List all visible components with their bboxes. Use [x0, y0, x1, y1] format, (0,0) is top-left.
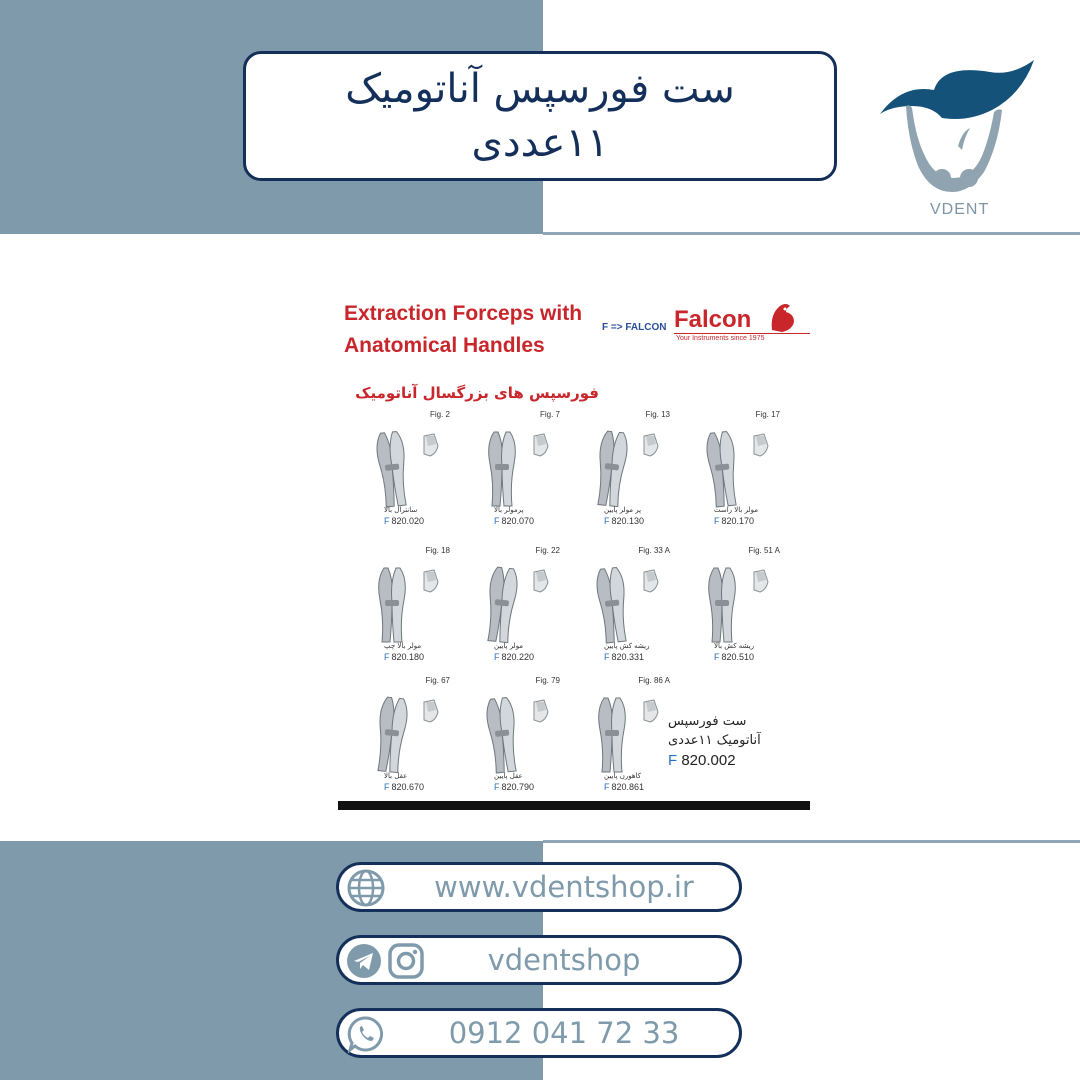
- forceps-fig-label: Fig. 51 A: [748, 546, 780, 555]
- forceps-fig-label: Fig. 79: [535, 676, 560, 685]
- title-box: [243, 51, 837, 181]
- forceps-code-number: 820.220: [501, 652, 535, 662]
- forceps-code-prefix: F: [494, 782, 500, 792]
- phone-pill[interactable]: [336, 1008, 742, 1058]
- telegram-icon[interactable]: [345, 942, 383, 980]
- forceps-item: [456, 676, 566, 802]
- forceps-code-prefix: F: [494, 516, 500, 526]
- forceps-code-number: 820.130: [611, 516, 645, 526]
- forceps-code: [714, 652, 754, 662]
- forceps-code-number: 820.020: [391, 516, 425, 526]
- set-code-number: 820.002: [681, 752, 736, 769]
- social-handle[interactable]: vdentshop: [487, 943, 641, 977]
- set-name-line-2: آناتومیک ۱۱عددی: [668, 733, 761, 748]
- catalog-bottom-bar: [338, 801, 810, 810]
- forceps-code-prefix: F: [604, 652, 610, 662]
- forceps-image-icon: [684, 424, 780, 508]
- website-pill[interactable]: [336, 862, 742, 912]
- forceps-name: مولر بالا راست: [714, 506, 758, 514]
- forceps-item: [456, 410, 566, 536]
- brand-underline: [674, 333, 810, 334]
- forceps-fig-label: Fig. 18: [425, 546, 450, 555]
- forceps-code-prefix: F: [384, 516, 390, 526]
- forceps-code: [384, 652, 424, 662]
- forceps-item: [346, 410, 456, 536]
- forceps-code-number: 820.180: [391, 652, 425, 662]
- forceps-code: [604, 516, 644, 526]
- forceps-fig-label: Fig. 2: [429, 410, 450, 419]
- forceps-image-icon: [464, 424, 560, 508]
- forceps-item: [566, 676, 676, 802]
- footer-divider: [543, 840, 1080, 843]
- forceps-code-prefix: F: [604, 516, 610, 526]
- forceps-fig-label: Fig. 13: [645, 410, 670, 419]
- forceps-image-icon: [464, 560, 560, 644]
- forceps-name: عقل بالا: [384, 772, 408, 780]
- globe-icon: [347, 869, 385, 907]
- forceps-code-prefix: F: [384, 782, 390, 792]
- forceps-image-icon: [354, 690, 450, 774]
- whatsapp-icon: [347, 1015, 385, 1053]
- forceps-code-number: 820.670: [391, 782, 425, 792]
- brand-name: Falcon: [674, 306, 752, 333]
- catalog-title: Extraction Forceps with Anatomical Handles: [344, 302, 583, 357]
- social-pill[interactable]: [336, 935, 742, 985]
- forceps-name: مولر بالا چپ: [384, 642, 422, 650]
- forceps-image-icon: [574, 560, 670, 644]
- forceps-item: [456, 546, 566, 672]
- brand-code: F => FALCON: [602, 322, 667, 333]
- forceps-name: عقل پایین: [494, 772, 523, 780]
- set-info: [668, 712, 808, 769]
- forceps-name: سانترال بالا: [384, 506, 418, 514]
- forceps-image-icon: [464, 690, 560, 774]
- forceps-code: [714, 516, 754, 526]
- forceps-code-number: 820.861: [611, 782, 645, 792]
- forceps-image-icon: [574, 690, 670, 774]
- forceps-image-icon: [354, 424, 450, 508]
- forceps-name: ریشه کش بالا: [714, 642, 755, 650]
- forceps-name: مولر پایین: [494, 642, 524, 650]
- forceps-code-prefix: F: [714, 516, 720, 526]
- set-code: [668, 752, 808, 769]
- forceps-code-number: 820.170: [721, 516, 755, 526]
- forceps-fig-label: Fig. 17: [755, 410, 780, 419]
- catalog-subtitle: فورسپس های بزرگسال آناتومیک: [355, 384, 599, 402]
- forceps-code-number: 820.510: [721, 652, 755, 662]
- forceps-code: [494, 782, 534, 792]
- page-title-line-1: ست فورسپس آناتومیک: [345, 66, 735, 112]
- product-catalog-image: [338, 292, 810, 810]
- phone-number[interactable]: 0912 041 72 33: [448, 1016, 680, 1050]
- forceps-image-icon: [574, 424, 670, 508]
- header-divider: [543, 232, 1080, 235]
- forceps-item: [566, 546, 676, 672]
- forceps-name: کاهورن پایین: [604, 772, 641, 780]
- forceps-code: [384, 782, 424, 792]
- forceps-name: پر مولر پایین: [604, 506, 642, 514]
- forceps-code-prefix: F: [604, 782, 610, 792]
- forceps-name: ریشه کش پایین: [604, 642, 650, 650]
- forceps-fig-label: Fig. 86 A: [638, 676, 670, 685]
- brand-tagline: Your Instruments since 1975: [676, 335, 765, 342]
- forceps-name: پرمولر بالا: [494, 506, 524, 514]
- set-code-prefix: F: [668, 752, 678, 769]
- logo-text: VDENT: [930, 201, 990, 218]
- forceps-item: [346, 546, 456, 672]
- forceps-code: [384, 516, 424, 526]
- forceps-code: [604, 652, 644, 662]
- forceps-fig-label: Fig. 67: [425, 676, 450, 685]
- forceps-code: [494, 652, 534, 662]
- forceps-item: [676, 546, 786, 672]
- forceps-code-prefix: F: [494, 652, 500, 662]
- forceps-item: [346, 676, 456, 802]
- page-title-line-2: ۱۱عددی: [471, 120, 609, 166]
- falcon-bird-icon: [766, 300, 798, 334]
- website-link[interactable]: www.vdentshop.ir: [434, 870, 694, 904]
- tooth-cart-logo-icon: [872, 46, 1042, 226]
- forceps-code: [604, 782, 644, 792]
- forceps-fig-label: Fig. 33 A: [638, 546, 670, 555]
- forceps-item: [566, 410, 676, 536]
- forceps-fig-label: Fig. 22: [535, 546, 560, 555]
- forceps-code-number: 820.331: [611, 652, 645, 662]
- forceps-code-prefix: F: [384, 652, 390, 662]
- forceps-code-prefix: F: [714, 652, 720, 662]
- set-name-line-1: ست فورسپس: [668, 714, 747, 729]
- forceps-image-icon: [354, 560, 450, 644]
- forceps-code-number: 820.070: [501, 516, 535, 526]
- forceps-fig-label: Fig. 7: [539, 410, 560, 419]
- forceps-image-icon: [684, 560, 780, 644]
- forceps-item: [676, 410, 786, 536]
- forceps-code-number: 820.790: [501, 782, 535, 792]
- forceps-code: [494, 516, 534, 526]
